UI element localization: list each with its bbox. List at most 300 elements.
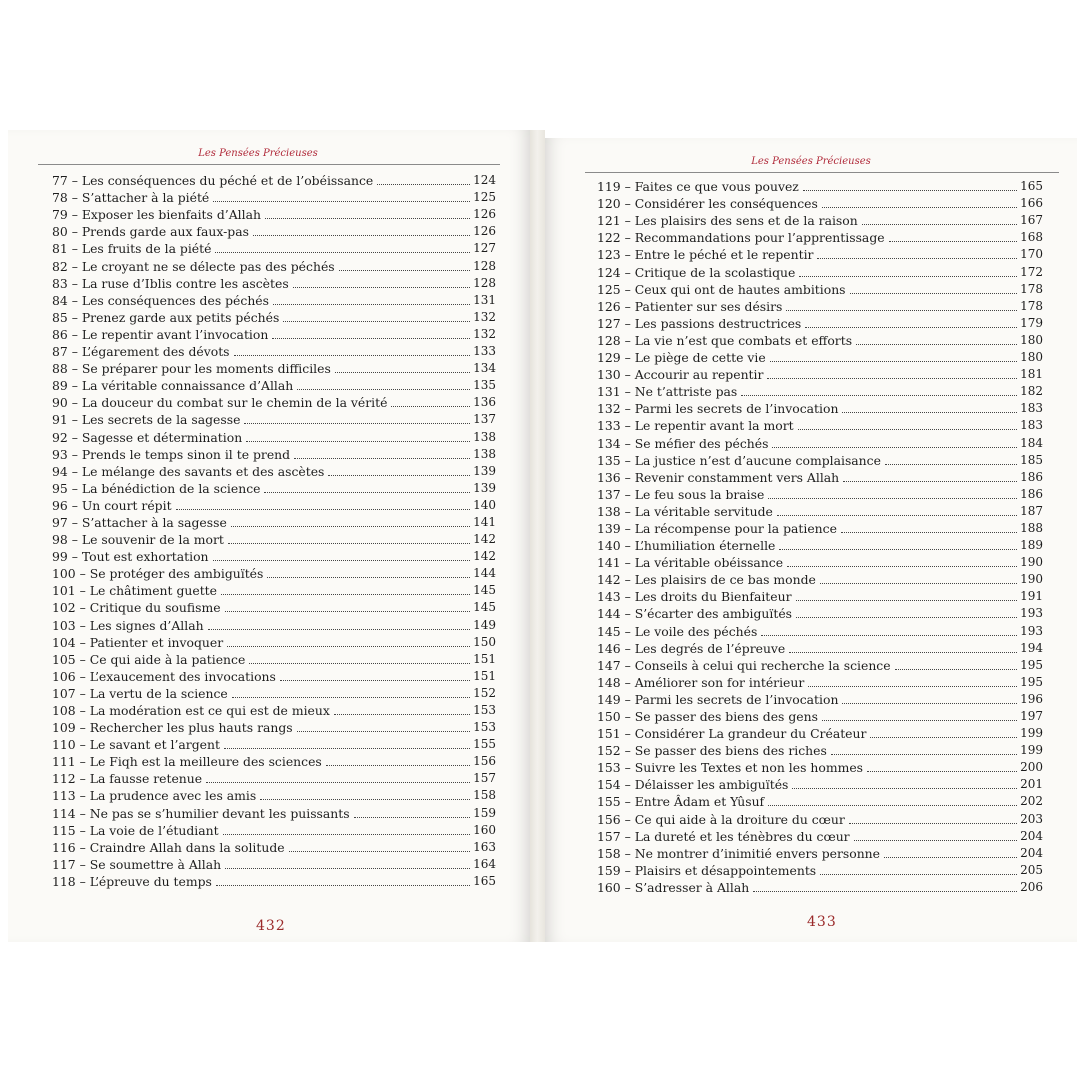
toc-entry: [597, 178, 1043, 195]
toc-entry-page-number: 140: [473, 497, 496, 512]
toc-entry-page-number: 203: [1020, 811, 1043, 826]
toc-entry-title: 115 – La voie de l’étudiant: [52, 822, 219, 838]
toc-entry-page-number: 139: [473, 480, 496, 495]
toc-entry: [52, 548, 496, 565]
toc-entry-title: 81 – Les fruits de la piété: [52, 241, 212, 257]
toc-entry: [597, 298, 1043, 315]
dot-leader: [297, 389, 470, 390]
toc-entry-page-number: 141: [473, 514, 496, 529]
toc-entry-title: 91 – Les secrets de la sagesse: [52, 412, 241, 428]
toc-entry: [52, 240, 496, 257]
toc-entry: [597, 349, 1043, 366]
toc-entry-title: 126 – Patienter sur ses désirs: [597, 298, 783, 314]
toc-entry: [52, 873, 496, 890]
toc-entry-title: 89 – La véritable connaissance d’Allah: [52, 378, 294, 394]
toc-entry: [52, 189, 496, 206]
toc-entry: [597, 469, 1043, 486]
dot-leader: [223, 834, 470, 835]
toc-entry-title: 121 – Les plaisirs des sens et de la raison: [597, 213, 858, 229]
toc-entry-title: 137 – Le feu sous la braise: [597, 486, 765, 502]
toc-entry-title: 132 – Parmi les secrets de l’invocation: [597, 401, 839, 417]
dot-leader: [249, 663, 470, 664]
toc-entry-page-number: 183: [1020, 418, 1043, 433]
toc-entry-page-number: 181: [1020, 367, 1043, 382]
toc-entry-page-number: 179: [1020, 315, 1043, 330]
toc-entry: [52, 223, 496, 240]
toc-entry: [52, 685, 496, 702]
toc-entry-page-number: 144: [473, 566, 496, 581]
dot-leader: [273, 304, 470, 305]
dot-leader: [889, 241, 1018, 242]
toc-entry-title: 153 – Suivre les Textes et non les hommes: [597, 760, 864, 776]
toc-entry-page-number: 156: [473, 754, 496, 769]
toc-entry-page-number: 184: [1020, 435, 1043, 450]
toc-entry-title: 143 – Les droits du Bienfaiteur: [597, 589, 792, 605]
toc-entry: [52, 651, 496, 668]
toc-entry: [52, 360, 496, 377]
toc-entry: [52, 719, 496, 736]
toc-entry: [52, 599, 496, 616]
toc-entry: [52, 343, 496, 360]
dot-leader: [265, 218, 470, 219]
toc-entry-title: 78 – S’attacher à la piété: [52, 190, 210, 206]
toc-entry: [597, 281, 1043, 298]
dot-leader: [294, 458, 470, 459]
toc-entry-page-number: 132: [473, 326, 496, 341]
toc-entry: [597, 879, 1043, 896]
toc-entry-title: 117 – Se soumettre à Allah: [52, 856, 222, 872]
dot-leader: [391, 406, 470, 407]
toc-entry-page-number: 153: [473, 703, 496, 717]
toc-entry-page-number: 157: [473, 771, 496, 786]
toc-entry-title: 85 – Prenez garde aux petits péchés: [52, 309, 280, 325]
dot-leader: [831, 754, 1017, 755]
dot-leader: [817, 258, 1017, 259]
toc-entry-title: 136 – Revenir constamment vers Allah: [597, 469, 840, 485]
toc-entry: [52, 634, 496, 651]
toc-entry-page-number: 204: [1020, 828, 1043, 843]
toc-entry-page-number: 138: [473, 429, 496, 444]
dot-leader: [208, 629, 471, 630]
toc-entry: [597, 657, 1043, 674]
toc-entry: [52, 770, 496, 787]
toc-entry-page-number: 188: [1020, 520, 1043, 535]
toc-entry: [597, 246, 1043, 263]
toc-entry: [52, 275, 496, 292]
toc-entry-title: 123 – Entre le péché et le repentir: [597, 247, 814, 263]
toc-entry: [52, 326, 496, 343]
toc-entry-title: 109 – Rechercher les plus hauts rangs: [52, 720, 293, 736]
toc-entry-title: 149 – Parmi les secrets de l’invocation: [597, 691, 839, 707]
toc-entry-page-number: 155: [473, 737, 496, 752]
toc-entry-page-number: 145: [473, 583, 496, 598]
dot-leader: [779, 549, 1017, 550]
dot-leader: [753, 891, 1017, 892]
dot-leader: [213, 560, 471, 561]
toc-entry-page-number: 163: [473, 839, 496, 854]
toc-entry-title: 93 – Prends le temps sinon il te prend: [52, 446, 291, 462]
toc-entry-title: 134 – Se méfier des péchés: [597, 435, 769, 451]
toc-entry-page-number: 166: [1020, 196, 1043, 211]
toc-entry-page-number: 133: [473, 344, 496, 359]
toc-entry: [597, 588, 1043, 605]
toc-entry-title: 102 – Critique du soufisme: [52, 600, 221, 616]
toc-entry-title: 95 – La bénédiction de la science: [52, 480, 261, 496]
toc-entry-title: 140 – L’humiliation éternelle: [597, 538, 776, 554]
toc-entry-title: 133 – Le repentir avant la mort: [597, 418, 794, 434]
toc-entry-page-number: 206: [1020, 879, 1043, 894]
right-page: [545, 138, 1077, 942]
toc-entry: [52, 309, 496, 326]
toc-entry-page-number: 204: [1020, 845, 1043, 860]
toc-entry-page-number: 187: [1020, 503, 1043, 518]
dot-leader: [849, 823, 1017, 824]
toc-entry-title: 92 – Sagesse et détermination: [52, 429, 243, 445]
dot-leader: [221, 594, 470, 595]
toc-entry-title: 100 – Se protéger des ambiguïtés: [52, 566, 264, 582]
toc-entry-title: 158 – Ne montrer d’inimitié envers personne: [597, 845, 880, 861]
toc-entry-title: 90 – La douceur du combat sur le chemin de la vérité: [52, 395, 388, 411]
toc-entry-page-number: 190: [1020, 555, 1043, 570]
toc-entry-page-number: 199: [1020, 726, 1043, 741]
toc-entry-page-number: 182: [1020, 384, 1043, 399]
toc-entry-page-number: 137: [473, 412, 496, 427]
toc-entry-title: 107 – La vertu de la science: [52, 685, 228, 701]
toc-entry: [52, 787, 496, 804]
toc-entry-title: 80 – Prends garde aux faux-pas: [52, 224, 249, 240]
toc-entry-page-number: 168: [1020, 230, 1043, 245]
toc-entry-page-number: 195: [1020, 674, 1043, 689]
header-rule: [585, 172, 1059, 173]
toc-entry-page-number: 185: [1020, 452, 1043, 467]
toc-entry-title: 84 – Les conséquences des péchés: [52, 292, 269, 308]
toc-entry-page-number: 134: [473, 361, 496, 376]
toc-entry-title: 160 – S’adresser à Allah: [597, 879, 750, 895]
toc-entry-title: 99 – Tout est exhortation: [52, 549, 209, 565]
dot-leader: [870, 737, 1017, 738]
toc-entry: [597, 434, 1043, 451]
toc-entry: [597, 862, 1043, 879]
left-page: [8, 130, 530, 942]
toc-entry: [597, 708, 1043, 725]
dot-leader: [267, 577, 470, 578]
toc-entry: [597, 503, 1043, 520]
toc-entry: [52, 480, 496, 497]
toc-entry-page-number: 151: [473, 651, 496, 666]
toc-entry: [597, 366, 1043, 383]
dot-leader: [213, 201, 470, 202]
toc-entry: [597, 742, 1043, 759]
page-number: 432: [256, 918, 286, 934]
toc-entry: [597, 195, 1043, 212]
toc-entry-title: 141 – La véritable obéissance: [597, 555, 784, 571]
toc-entry-page-number: 180: [1020, 350, 1043, 365]
dot-leader: [234, 355, 471, 356]
toc-entry-title: 104 – Patienter et invoquer: [52, 634, 224, 650]
toc-entry: [52, 394, 496, 411]
toc-entry-title: 87 – L’égarement des dévots: [52, 344, 230, 360]
toc-entry: [597, 640, 1043, 657]
toc-entry-page-number: 186: [1020, 469, 1043, 484]
toc-entry-title: 151 – Considérer La grandeur du Créateur: [597, 726, 867, 742]
toc-entry-title: 83 – La ruse d’Iblis contre les ascètes: [52, 275, 289, 291]
toc-entry-page-number: 152: [473, 685, 496, 700]
toc-entry-title: 86 – Le repentir avant l’invocation: [52, 326, 269, 342]
dot-leader: [206, 782, 470, 783]
toc-entry-title: 159 – Plaisirs et désappointements: [597, 862, 817, 878]
dot-leader: [850, 293, 1018, 294]
toc-entry-title: 110 – Le savant et l’argent: [52, 737, 220, 753]
toc-entry-page-number: 160: [473, 822, 496, 837]
dot-leader: [767, 378, 1017, 379]
toc-entry: [597, 537, 1043, 554]
toc-entry-page-number: 135: [473, 378, 496, 393]
toc-entry: [597, 776, 1043, 793]
toc-entry-page-number: 172: [1020, 264, 1043, 279]
dot-leader: [822, 720, 1017, 721]
toc-entry: [597, 554, 1043, 571]
running-header: Les Pensées Précieuses: [751, 156, 871, 167]
dot-leader: [867, 771, 1017, 772]
toc-entry-title: 118 – L’épreuve du temps: [52, 873, 212, 889]
dot-leader: [215, 252, 470, 253]
dot-leader: [789, 652, 1017, 653]
dot-leader: [224, 748, 470, 749]
dot-leader: [260, 799, 470, 800]
toc-entry-title: 98 – Le souvenir de la mort: [52, 532, 224, 548]
toc-entry-page-number: 149: [473, 617, 496, 632]
toc-entry-page-number: 158: [473, 788, 496, 803]
dot-leader: [820, 583, 1017, 584]
dot-leader: [377, 184, 470, 185]
toc-entry-page-number: 159: [473, 805, 496, 820]
dot-leader: [803, 190, 1017, 191]
toc-entry: [52, 172, 496, 189]
toc-entry-page-number: 139: [473, 463, 496, 478]
toc-entry-page-number: 128: [473, 258, 496, 273]
dot-leader: [895, 669, 1018, 670]
dot-leader: [228, 543, 470, 544]
dot-leader: [231, 526, 470, 527]
toc-entry-page-number: 153: [473, 720, 496, 735]
toc-entry: [52, 428, 496, 445]
dot-leader: [822, 207, 1017, 208]
dot-leader: [862, 224, 1017, 225]
toc-entry-page-number: 138: [473, 446, 496, 461]
dot-leader: [334, 714, 470, 715]
dot-leader: [842, 703, 1017, 704]
toc-entry-page-number: 200: [1020, 760, 1043, 775]
toc-entry-page-number: 196: [1020, 691, 1043, 706]
dot-leader: [770, 361, 1017, 362]
dot-leader: [777, 515, 1017, 516]
toc-entry-title: 147 – Conseils à celui qui recherche la science: [597, 657, 891, 673]
toc-entry-page-number: 186: [1020, 486, 1043, 501]
toc-entry: [597, 571, 1043, 588]
dot-leader: [335, 372, 470, 373]
dot-leader: [799, 276, 1017, 277]
toc-entry-title: 157 – La dureté et les ténèbres du cœur: [597, 828, 850, 844]
toc-entry-title: 120 – Considérer les conséquences: [597, 196, 818, 212]
dot-leader: [856, 344, 1017, 345]
dot-leader: [805, 327, 1017, 328]
dot-leader: [792, 788, 1017, 789]
dot-leader: [216, 885, 470, 886]
dot-leader: [786, 310, 1017, 311]
dot-leader: [842, 412, 1017, 413]
dot-leader: [264, 492, 470, 493]
toc-entry-title: 135 – La justice n’est d’aucune complaisance: [597, 452, 881, 468]
toc-entry: [52, 822, 496, 839]
toc-entry: [52, 668, 496, 685]
toc-entry: [52, 839, 496, 856]
toc-entry-page-number: 202: [1020, 794, 1043, 809]
toc-entry: [597, 263, 1043, 280]
dot-leader: [798, 429, 1017, 430]
toc-entry-title: 77 – Les conséquences du péché et de l’obéissance: [52, 173, 374, 189]
toc-entry-page-number: 178: [1020, 281, 1043, 296]
toc-entry-page-number: 193: [1020, 606, 1043, 621]
dot-leader: [293, 287, 470, 288]
dot-leader: [741, 395, 1017, 396]
toc-entry-title: 156 – Ce qui aide à la droiture du cœur: [597, 811, 845, 827]
toc-entry: [597, 417, 1043, 434]
toc-entry-title: 82 – Le croyant ne se délecte pas des péchés: [52, 258, 335, 274]
toc-entry: [52, 856, 496, 873]
dot-leader: [225, 611, 471, 612]
toc-entry-page-number: 136: [473, 395, 496, 410]
toc-entry: [597, 212, 1043, 229]
toc-entry-title: 94 – Le mélange des savants et des ascètes: [52, 463, 325, 479]
toc-entry-title: 139 – La récompense pour la patience: [597, 520, 837, 536]
dot-leader: [246, 441, 470, 442]
toc-entry-title: 79 – Exposer les bienfaits d’Allah: [52, 207, 261, 223]
toc-entry-page-number: 193: [1020, 623, 1043, 638]
toc-entry: [597, 828, 1043, 845]
toc-entry-page-number: 183: [1020, 401, 1043, 416]
dot-leader: [796, 600, 1018, 601]
toc-entry-title: 127 – Les passions destructrices: [597, 315, 802, 331]
toc-entry-title: 119 – Faites ce que vous pouvez: [597, 179, 799, 195]
toc-list: [52, 172, 496, 890]
toc-entry: [52, 377, 496, 394]
toc-entry-page-number: 126: [473, 207, 496, 222]
dot-leader: [326, 765, 470, 766]
toc-entry-title: 124 – Critique de la scolastique: [597, 264, 796, 280]
toc-entry: [597, 332, 1043, 349]
toc-entry-title: 145 – Le voile des péchés: [597, 623, 758, 639]
running-header: Les Pensées Précieuses: [198, 148, 318, 159]
toc-entry: [52, 497, 496, 514]
toc-entry-page-number: 195: [1020, 657, 1043, 672]
toc-entry-page-number: 178: [1020, 298, 1043, 313]
toc-entry: [597, 674, 1043, 691]
toc-entry: [52, 446, 496, 463]
toc-list: [597, 178, 1043, 896]
toc-entry-page-number: 145: [473, 600, 496, 615]
toc-entry-page-number: 150: [473, 634, 496, 649]
toc-entry-title: 138 – La véritable servitude: [597, 503, 773, 519]
toc-entry-title: 113 – La prudence avec les amis: [52, 788, 257, 804]
toc-entry-title: 148 – Améliorer son for intérieur: [597, 674, 805, 690]
dot-leader: [808, 686, 1017, 687]
toc-entry: [52, 531, 496, 548]
toc-entry: [597, 691, 1043, 708]
book-spine: [530, 130, 545, 942]
toc-entry-page-number: 125: [473, 190, 496, 205]
dot-leader: [225, 868, 470, 869]
toc-entry: [52, 753, 496, 770]
dot-leader: [244, 423, 470, 424]
toc-entry-page-number: 131: [473, 292, 496, 307]
toc-entry-page-number: 165: [1020, 179, 1043, 194]
dot-leader: [820, 874, 1017, 875]
toc-entry-title: 101 – Le châtiment guette: [52, 583, 217, 599]
toc-entry-page-number: 170: [1020, 247, 1043, 262]
toc-entry: [52, 411, 496, 428]
toc-entry: [597, 315, 1043, 332]
toc-entry-title: 130 – Accourir au repentir: [597, 367, 764, 383]
toc-entry-page-number: 126: [473, 224, 496, 239]
toc-entry: [52, 257, 496, 274]
toc-entry-title: 144 – S’écarter des ambiguïtés: [597, 606, 793, 622]
toc-entry-page-number: 189: [1020, 538, 1043, 553]
toc-entry-title: 142 – Les plaisirs de ce bas monde: [597, 572, 816, 588]
toc-entry-title: 112 – La fausse retenue: [52, 771, 203, 787]
toc-entry-page-number: 132: [473, 309, 496, 324]
toc-entry-title: 88 – Se préparer pour les moments difficiles: [52, 361, 331, 377]
toc-entry-title: 105 – Ce qui aide à la patience: [52, 651, 246, 667]
dot-leader: [787, 566, 1017, 567]
toc-entry-title: 106 – L’exaucement des invocations: [52, 668, 276, 684]
toc-entry: [597, 229, 1043, 246]
toc-entry: [597, 605, 1043, 622]
toc-entry-page-number: 164: [473, 856, 496, 871]
toc-entry: [597, 383, 1043, 400]
dot-leader: [854, 840, 1018, 841]
toc-entry-title: 146 – Les degrés de l’épreuve: [597, 640, 786, 656]
toc-entry-title: 131 – Ne t’attriste pas: [597, 384, 738, 400]
dot-leader: [884, 857, 1017, 858]
toc-entry: [52, 736, 496, 753]
toc-entry: [52, 616, 496, 633]
dot-leader: [253, 235, 470, 236]
dot-leader: [796, 617, 1017, 618]
dot-leader: [227, 646, 470, 647]
toc-entry-page-number: 190: [1020, 572, 1043, 587]
toc-entry-page-number: 151: [473, 668, 496, 683]
dot-leader: [280, 680, 470, 681]
dot-leader: [297, 731, 470, 732]
toc-entry-page-number: 124: [473, 173, 496, 188]
toc-entry-title: 96 – Un court répit: [52, 497, 172, 513]
toc-entry: [52, 702, 496, 719]
toc-entry-page-number: 142: [473, 549, 496, 564]
toc-entry-title: 116 – Craindre Allah dans la solitude: [52, 839, 285, 855]
toc-entry: [597, 400, 1043, 417]
toc-entry-page-number: 201: [1020, 777, 1043, 792]
dot-leader: [272, 338, 470, 339]
toc-entry: [597, 845, 1043, 862]
toc-entry-title: 122 – Recommandations pour l’apprentissage: [597, 230, 885, 246]
toc-entry-page-number: 128: [473, 275, 496, 290]
dot-leader: [339, 270, 470, 271]
dot-leader: [176, 509, 471, 510]
dot-leader: [283, 321, 470, 322]
toc-entry-title: 152 – Se passer des biens des riches: [597, 743, 827, 759]
dot-leader: [768, 805, 1017, 806]
header-rule: [38, 164, 500, 165]
